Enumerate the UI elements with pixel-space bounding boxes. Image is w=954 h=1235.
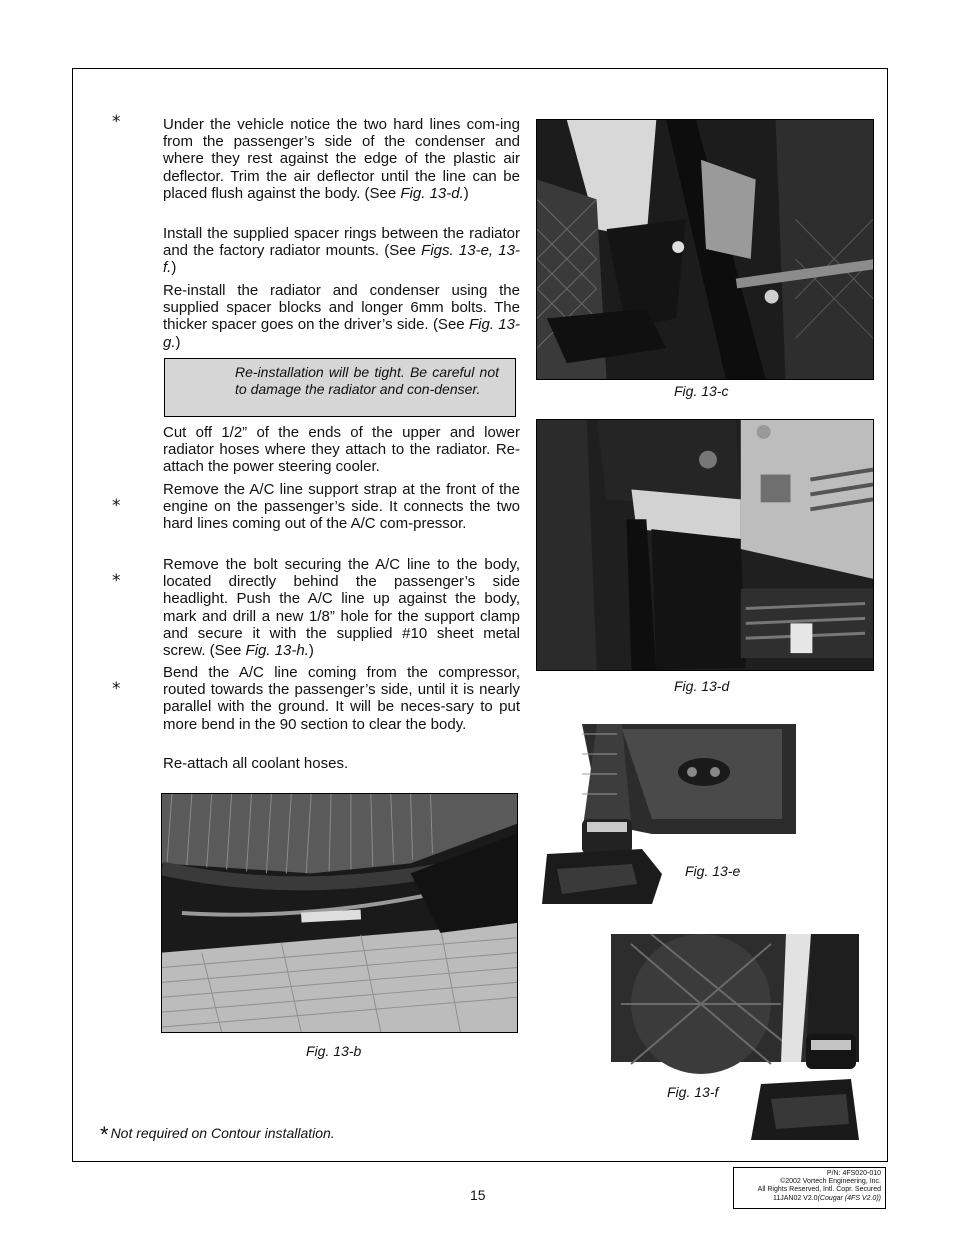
photo-fig-13b: [161, 793, 518, 1033]
instruction-reinstall-radiator: Re-install the radiator and condenser using the supplied spacer blocks and longer 6mm bolts. The thicker spacer goes on the driver’s side. (See Fig. 13-g.): [163, 282, 520, 351]
caption-fig-13e: Fig. 13-e: [685, 863, 741, 879]
photo-fig-13d: [536, 419, 874, 671]
instruction-reattach-hoses: Re-attach all coolant hoses.: [163, 755, 349, 772]
rights-line: All Rights Reserved, Intl. Copr. Secured: [757, 1186, 881, 1194]
instruction-remove-strap: Remove the A/C line support strap at the front of the engine on the passenger’s side. It connects the two hard lines coming out of the A/C com-pressor.: [163, 481, 520, 533]
version-line: 11JAN02 V2.0(Cougar (4FS V2.0)): [772, 1194, 881, 1202]
caption-fig-13d: Fig. 13-d: [674, 678, 730, 694]
instruction-remove-bolt: Remove the bolt securing the A/C line to the body, located directly behind the passenger’s side headlight. Push the A/C line up against the body, mark and drill a new 1/8” hole for the support clamp and secure it with the supplied #10 sheet metal screw. (See Fig. 13-h.): [163, 556, 520, 660]
instruction-cut-hoses: Cut off 1/2” of the ends of the upper and lower radiator hoses where they attach to the radiator. Re-attach the power steering cooler.: [163, 424, 520, 476]
photo-fig-13f: [611, 934, 859, 1140]
caution-note: [164, 358, 516, 417]
star-marker-4: *: [112, 679, 121, 699]
footnote-text: Not required on Contour installation.: [110, 1125, 335, 1141]
caption-fig-13b: Fig. 13-b: [306, 1043, 362, 1059]
star-marker-1: *: [112, 112, 121, 132]
photo-fig-13c: [536, 119, 874, 380]
footnote: [100, 1118, 335, 1147]
footnote-star: *: [100, 1122, 109, 1147]
part-number: P/N: 4FS020-010: [826, 1170, 881, 1177]
caution-note-text: Re-installation will be tight. Be careful not to damage the radiator and con-denser.: [235, 364, 499, 397]
star-marker-2: *: [112, 496, 121, 516]
page-number: 15: [470, 1187, 486, 1203]
instruction-spacer-rings: Install the supplied spacer rings between the radiator and the factory radiator mounts. (See Figs. 13-e, 13-f.): [163, 225, 520, 277]
photo-fig-13e: [542, 724, 796, 904]
instruction-bend-line: Bend the A/C line coming from the compressor, routed towards the passenger’s side, until it is nearly parallel with the ground. It will be neces-sary to put more bend in the 90 section to clear the body.: [163, 664, 520, 733]
caption-fig-13f: Fig. 13-f: [667, 1084, 719, 1100]
star-marker-3: *: [112, 571, 121, 591]
caption-fig-13c: Fig. 13-c: [674, 383, 729, 399]
part-number-box: [733, 1167, 886, 1209]
copyright-line: ©2002 Vortech Engineering, Inc.: [780, 1178, 881, 1186]
instruction-trim-deflector: Under the vehicle notice the two hard lines com-ing from the passenger’s side of the condenser and where they rest against the edge of the plastic air deflector. Trim the air deflector until the line can be placed flush against the body. (See Fig. 13-d.): [163, 116, 520, 202]
